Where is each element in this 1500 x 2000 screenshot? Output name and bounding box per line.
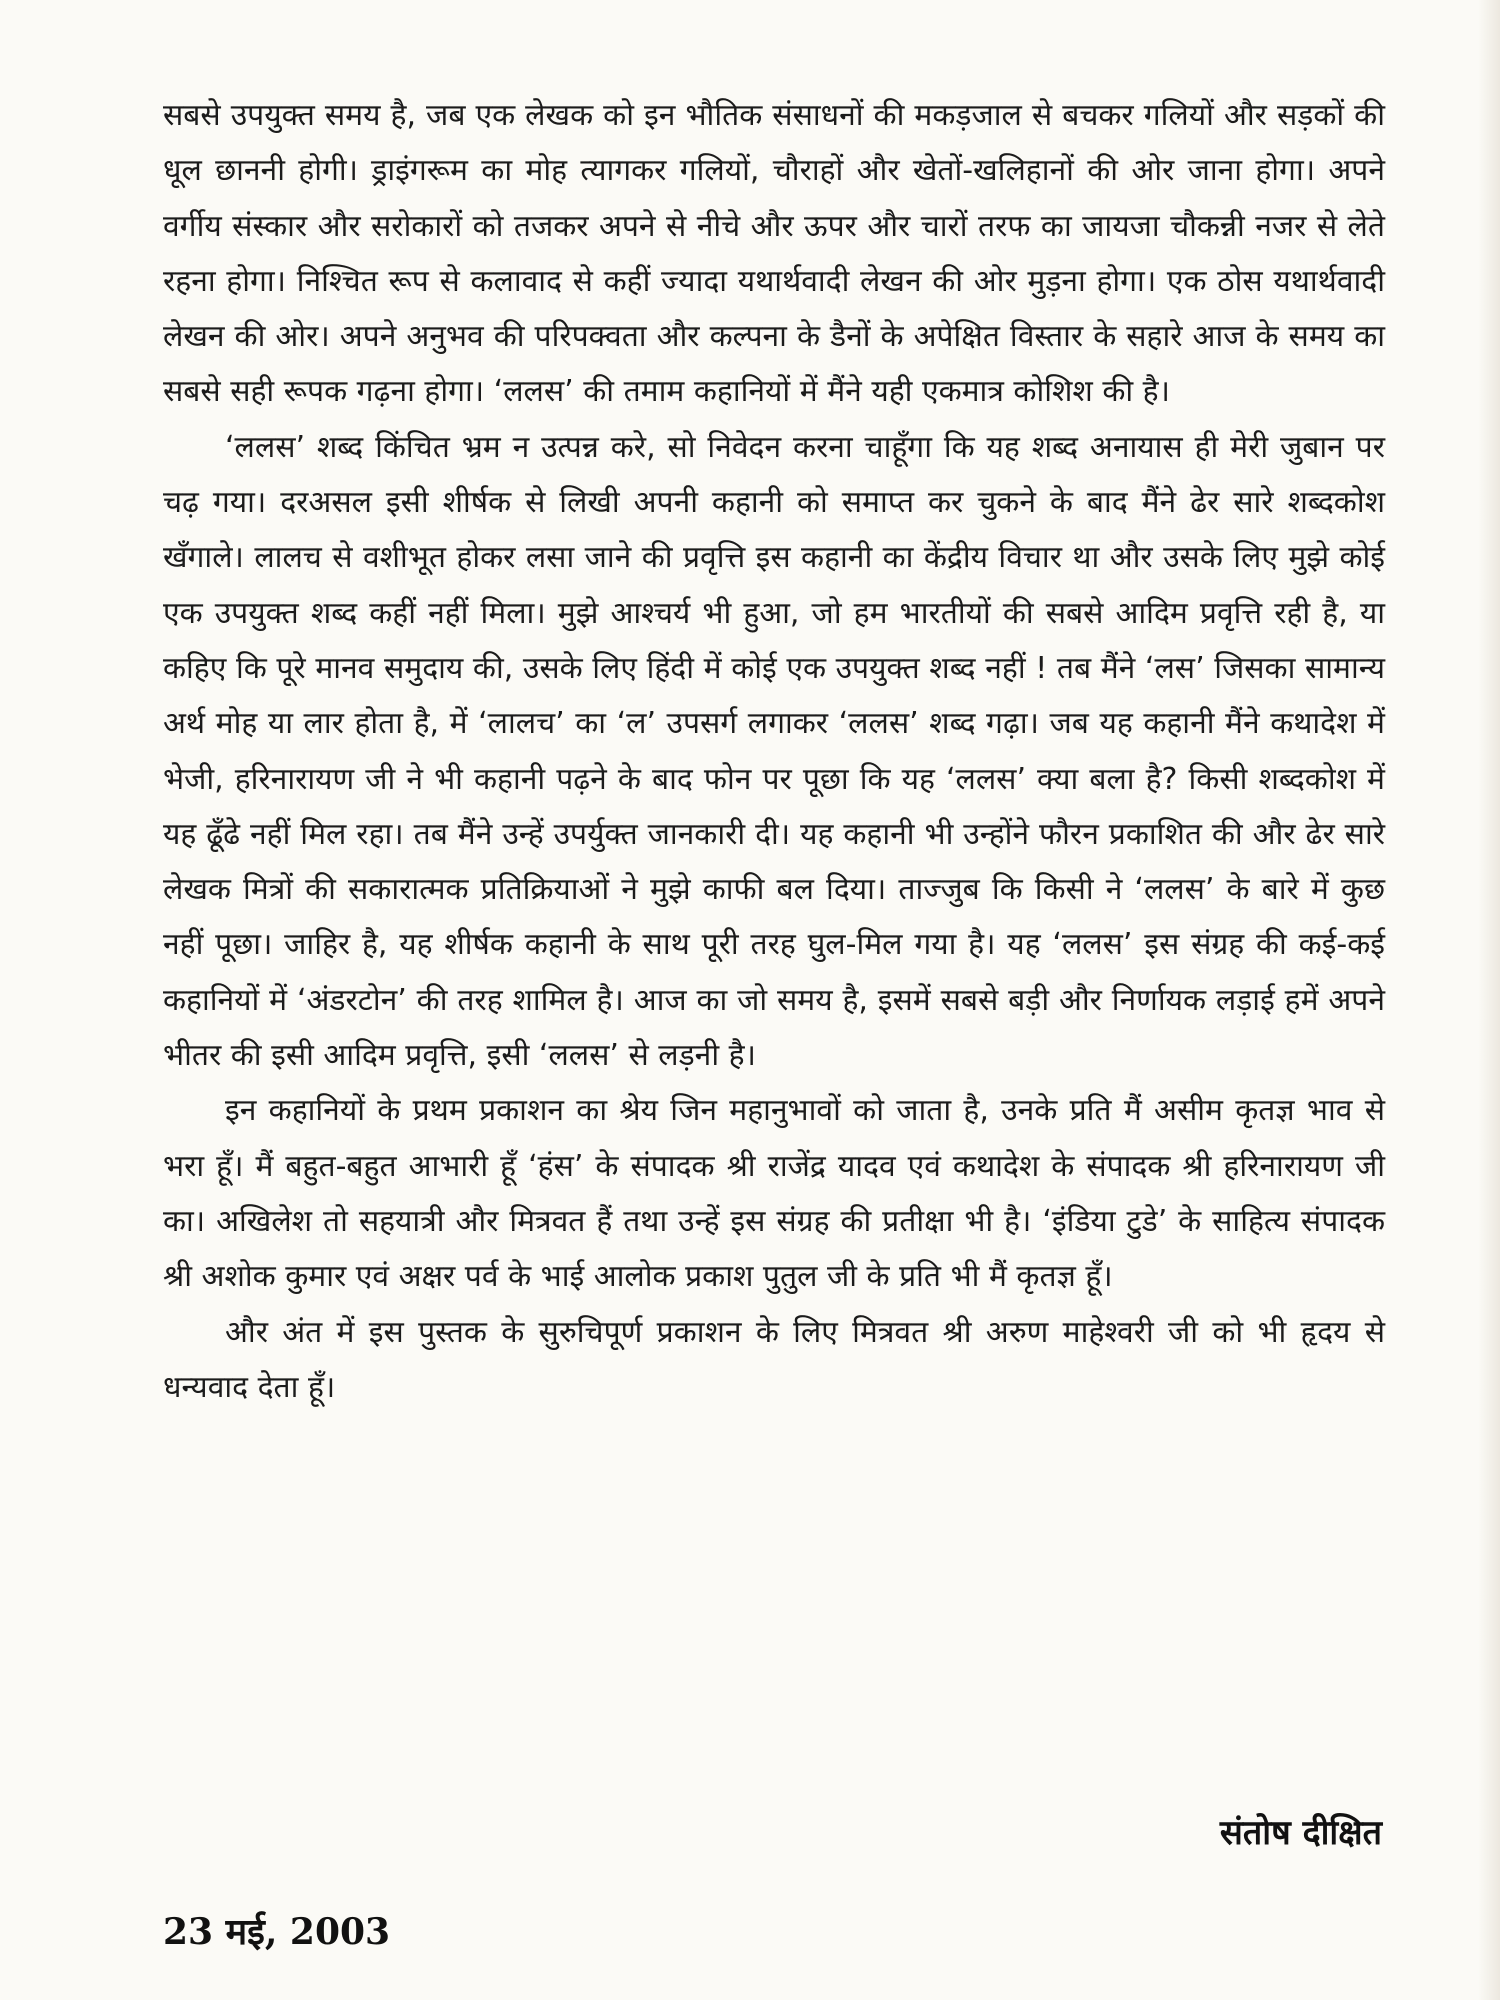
paragraph-3: इन कहानियों के प्रथम प्रकाशन का श्रेय जिन महानुभावों को जाता है, उनके प्रति मैं असीम कृतज्ञ भाव से भरा हूँ। मैं बहुत-बहुत आभारी हूँ ‘हंस’ के संपादक श्री राजेंद्र यादव एवं कथादेश के संपादक श्री हरिनारायण जी का। अखिलेश तो सहयात्री और मित्रवत हैं तथा उन्हें इस संग्रह की प्रतीक्षा भी है। ‘इंडिया टुडे’ के साहित्य संपादक श्री अशोक कुमार एवं अक्षर पर्व के भाई आलोक प्रकाश पुतुल जी के प्रति भी मैं कृतज्ञ हूँ। [163,1093,1385,1295]
author-signature: संतोष दीक्षित [1219,1813,1382,1853]
body-text [163,88,1385,1415]
paragraph-1: सबसे उपयुक्त समय है, जब एक लेखक को इन भौतिक संसाधनों की मकड़जाल से बचकर गलियों और सड़कों की धूल छाननी होगी। ड्राइंगरूम का मोह त्यागकर गलियों, चौराहों और खेतों-खलिहानों की ओर जाना होगा। अपने वर्गीय संस्कार और सरोकारों को तजकर अपने से नीचे और ऊपर और चारों तरफ का जायजा चौकन्नी नजर से लेते रहना होगा। निश्चित रूप से कलावाद से कहीं ज्यादा यथार्थवादी लेखन की ओर मुड़ना होगा। एक ठोस यथार्थवादी लेखन की ओर। अपने अनुभव की परिपक्वता और कल्पना के डैनों के अपेक्षित विस्तार के सहारे आज के समय का सबसे सही रूपक गढ़ना होगा। ‘ललस’ की तमाम कहानियों में मैंने यही एकमात्र कोशिश की है। [163,98,1385,410]
date: 23 मई, 2003 [163,1911,391,1953]
paragraph-2: ‘ललस’ शब्द किंचित भ्रम न उत्पन्न करे, सो निवेदन करना चाहूँगा कि यह शब्द अनायास ही मेरी जुबान पर चढ़ गया। दरअसल इसी शीर्षक से लिखी अपनी कहानी को समाप्त कर चुकने के बाद मैंने ढेर सारे शब्दकोश खँगाले। लालच से वशीभूत होकर लसा जाने की प्रवृत्ति इस कहानी का केंद्रीय विचार था और उसके लिए मुझे कोई एक उपयुक्त शब्द कहीं नहीं मिला। मुझे आश्चर्य भी हुआ, जो हम भारतीयों की सबसे आदिम प्रवृत्ति रही है, या कहिए कि पूरे मानव समुदाय की, उसके लिए हिंदी में कोई एक उपयुक्त शब्द नहीं ! तब मैंने ‘लस’ जिसका सामान्य अर्थ मोह या लार होता है, में ‘लालच’ का ‘ल’ उपसर्ग लगाकर ‘ललस’ शब्द गढ़ा। जब यह कहानी मैंने कथादेश में भेजी, हरिनारायण जी ने भी कहानी पढ़ने के बाद फोन पर पूछा कि यह ‘ललस’ क्या बला है? किसी शब्दकोश में यह ढूँढे नहीं मिल रहा। तब मैंने उन्हें उपर्युक्त जानकारी दी। यह कहानी भी उन्होंने फौरन प्रकाशित की और ढेर सारे लेखक मित्रों की सकारात्मक प्रतिक्रियाओं ने मुझे काफी बल दिया। ताज्जुब कि किसी ने ‘ललस’ के बारे में कुछ नहीं पूछा। जाहिर है, यह शीर्षक कहानी के साथ पूरी तरह घुल-मिल गया है। यह ‘ललस’ इस संग्रह की कई-कई कहानियों में ‘अंडरटोन’ की तरह शामिल है। आज का जो समय है, इसमें सबसे बड़ी और निर्णायक लड़ाई हमें अपने भीतर की इसी आदिम प्रवृत्ति, इसी ‘ललस’ से लड़नी है। [163,429,1385,1074]
page-edge-shadow [1478,0,1500,2000]
paragraph-4: और अंत में इस पुस्तक के सुरुचिपूर्ण प्रकाशन के लिए मित्रवत श्री अरुण माहेश्वरी जी को भी हृदय से धन्यवाद देता हूँ। [163,1314,1385,1405]
